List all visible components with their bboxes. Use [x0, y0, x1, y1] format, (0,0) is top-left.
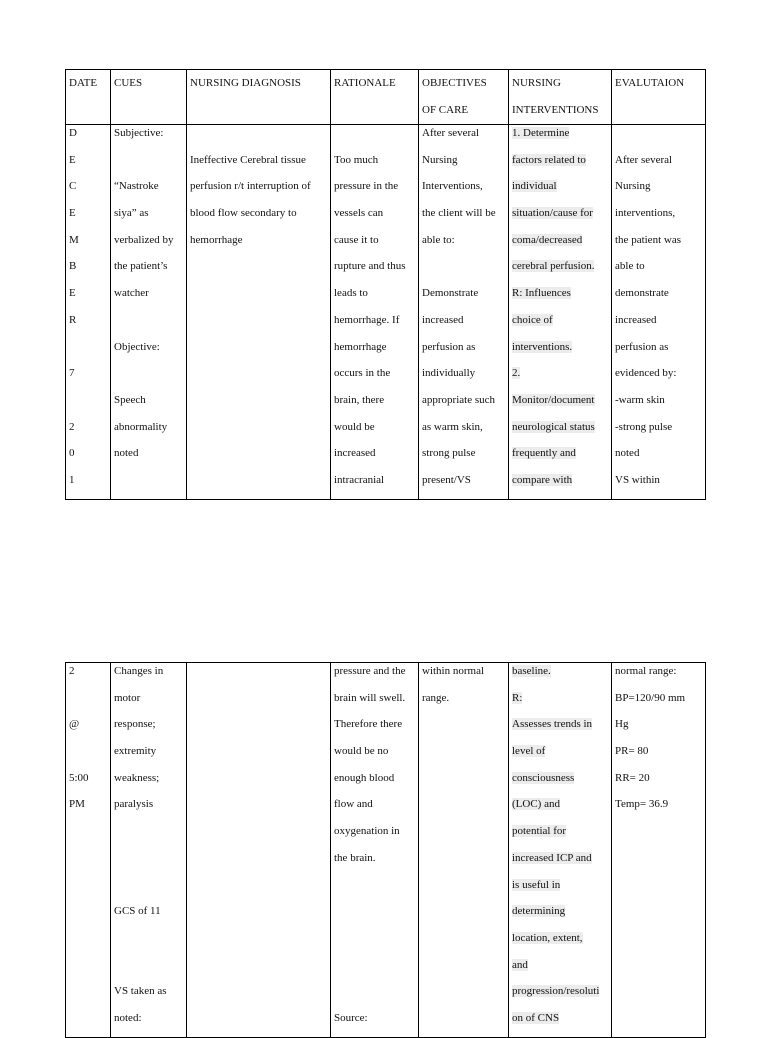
cell-line: @ — [69, 718, 80, 731]
cell-line: BP=120/90 mm — [615, 691, 686, 704]
cell-line — [422, 957, 505, 984]
cell-line: situation/cause for — [512, 207, 593, 220]
cell-line: R: — [512, 691, 523, 704]
cell-line — [422, 716, 505, 743]
cell-line: cerebral perfusion. — [512, 260, 595, 273]
cell-line: increased — [334, 447, 376, 460]
cell-line — [422, 877, 505, 904]
cell-line: hemorrhage. If — [334, 313, 400, 326]
cell-line: and — [512, 958, 528, 971]
cell-line: the brain. — [334, 851, 376, 864]
cell-line: location, extent, — [512, 931, 583, 944]
evaluation-cell — [612, 125, 706, 500]
cell-line: is useful in — [512, 878, 561, 891]
cell-line: consciousness — [512, 771, 575, 784]
rationale-cell — [331, 663, 419, 1038]
cell-line — [422, 903, 505, 930]
cell-line: 7 — [69, 367, 75, 380]
cell-line — [114, 877, 183, 904]
cell-line: compare with — [512, 473, 573, 486]
cell-line — [190, 716, 327, 743]
cell-line: rupture and thus — [334, 260, 406, 273]
cell-line: noted — [615, 447, 640, 460]
cell-line: determining — [512, 905, 566, 918]
cell-line: R — [69, 313, 77, 326]
cell-line: GCS of 11 — [114, 905, 161, 918]
cell-line: “Nastroke — [114, 180, 159, 193]
cell-line — [190, 472, 327, 499]
interventions-cell — [509, 663, 612, 1038]
cell-line: Demonstrate — [422, 287, 479, 300]
cell-line — [114, 152, 183, 179]
cell-line — [334, 983, 415, 1010]
cell-line: 1. Determine — [512, 127, 570, 139]
cues-cell — [111, 663, 187, 1038]
cell-line — [190, 930, 327, 957]
cell-line: watcher — [114, 287, 149, 300]
cell-line: occurs in the — [334, 367, 391, 380]
cell-line: Assesses trends in — [512, 718, 593, 731]
cell-line — [615, 1010, 702, 1037]
cell-line — [422, 930, 505, 957]
cell-line: abnormality — [114, 420, 168, 433]
cell-line: Source: — [334, 1011, 368, 1024]
cell-line: individual — [512, 180, 557, 193]
care-plan-table-page1 — [65, 69, 706, 500]
cell-line: E — [69, 207, 76, 220]
cell-line: VS taken as — [114, 985, 167, 998]
cell-line: perfusion r/t interruption of — [190, 180, 311, 193]
cell-line — [190, 877, 327, 904]
header-rationale: RATIONALE — [331, 70, 419, 125]
cell-line: evidenced by: — [615, 367, 677, 380]
cell-line: oxygenation in — [334, 825, 400, 838]
cell-line: E — [69, 287, 76, 300]
cell-line: 2 — [69, 420, 75, 433]
interventions-cell — [509, 125, 612, 500]
header-nursing-interventions: NURSING INTERVENTIONS — [509, 70, 612, 125]
cell-line: flow and — [334, 798, 373, 811]
cell-line — [334, 903, 415, 930]
cell-line: hemorrhage — [190, 233, 243, 246]
cell-line — [422, 743, 505, 770]
cell-line: appropriate such — [422, 393, 495, 406]
cell-line: would be no — [334, 745, 389, 758]
cell-line: strong pulse — [422, 447, 476, 460]
cell-line — [190, 339, 327, 366]
cell-line — [422, 1010, 505, 1037]
cell-line — [190, 125, 327, 152]
cell-line: weakness; — [114, 771, 160, 784]
cell-line — [69, 850, 107, 877]
cell-line: neurological status — [512, 420, 595, 433]
objectives-cell — [419, 663, 509, 1038]
cell-line: Speech — [114, 393, 146, 406]
cell-line: paralysis — [114, 798, 154, 811]
cell-line: -strong pulse — [615, 420, 673, 433]
cell-line: Therefore there — [334, 718, 403, 731]
cell-line — [190, 1010, 327, 1037]
cell-line: frequently and — [512, 447, 576, 460]
cell-line — [114, 472, 183, 499]
cell-line: B — [69, 260, 77, 273]
header-evaluation: EVALUTAION — [612, 70, 706, 125]
cell-line — [422, 850, 505, 877]
rationale-cell — [331, 125, 419, 500]
objectives-cell — [419, 125, 509, 500]
cell-line: Hg — [615, 718, 629, 731]
cell-line — [615, 903, 702, 930]
cell-line: Too much — [334, 153, 379, 166]
cell-line: C — [69, 180, 77, 193]
cell-line — [190, 796, 327, 823]
cell-line: VS within — [615, 473, 660, 486]
cell-line: perfusion as — [615, 340, 669, 353]
cell-line: After several — [422, 127, 480, 139]
cell-line: RR= 20 — [615, 771, 650, 784]
cell-line: vessels can — [334, 207, 384, 220]
cell-line — [190, 419, 327, 446]
cell-line: 0 — [69, 447, 75, 460]
cell-line: enough blood — [334, 771, 395, 784]
cell-line: brain, there — [334, 393, 385, 406]
cell-line: blood flow secondary to — [190, 207, 297, 220]
cell-line: hemorrhage — [334, 340, 387, 353]
cell-line — [334, 877, 415, 904]
header-date: DATE — [66, 70, 111, 125]
cell-line — [190, 850, 327, 877]
cell-line — [69, 1010, 107, 1037]
cell-line: Temp= 36.9 — [615, 798, 669, 811]
cell-line: PM — [69, 798, 85, 811]
date-cell — [66, 663, 111, 1038]
cell-line: the client will be — [422, 207, 496, 220]
cell-line — [114, 823, 183, 850]
cell-line — [69, 983, 107, 1010]
header-row — [66, 70, 706, 125]
header-objectives: OBJECTIVES OF CARE — [419, 70, 509, 125]
cell-line: cause it to — [334, 233, 379, 246]
cell-line — [615, 125, 702, 152]
cell-line: range. — [422, 691, 450, 704]
cell-line: (LOC) and — [512, 798, 560, 811]
cell-line — [422, 258, 505, 285]
cell-line — [69, 392, 107, 419]
care-plan-table-page2 — [65, 662, 706, 1038]
cell-line: potential for — [512, 825, 567, 838]
cell-line: present/VS — [422, 473, 471, 486]
cell-line: 2 — [69, 665, 75, 677]
table-row — [66, 125, 706, 500]
cell-line: as warm skin, — [422, 420, 483, 433]
cell-line: interventions. — [512, 340, 573, 353]
cell-line — [615, 877, 702, 904]
cell-line: increased — [615, 313, 657, 326]
cell-line: pressure in the — [334, 180, 399, 193]
cell-line — [69, 877, 107, 904]
cell-line — [615, 957, 702, 984]
cell-line — [615, 930, 702, 957]
cell-line — [422, 796, 505, 823]
cell-line: noted — [114, 447, 139, 460]
cell-line: Monitor/document — [512, 393, 595, 406]
cell-line: interventions, — [615, 207, 676, 220]
cell-line — [190, 663, 327, 690]
cell-line — [334, 930, 415, 957]
cell-line — [190, 743, 327, 770]
cell-line — [69, 930, 107, 957]
cell-line: -warm skin — [615, 393, 665, 406]
cell-line — [190, 957, 327, 984]
cell-line — [114, 850, 183, 877]
cell-line — [69, 690, 107, 717]
diagnosis-cell — [187, 125, 331, 500]
cell-line — [334, 125, 415, 152]
header-cues: CUES — [111, 70, 187, 125]
cell-line: increased ICP and — [512, 851, 592, 864]
cell-line: extremity — [114, 745, 157, 758]
cell-line: increased — [422, 313, 464, 326]
cell-line — [190, 690, 327, 717]
cell-line: Changes in — [114, 665, 164, 677]
diagnosis-cell — [187, 663, 331, 1038]
cell-line — [69, 743, 107, 770]
evaluation-cell — [612, 663, 706, 1038]
header-nursing-diagnosis: NURSING DIAGNOSIS — [187, 70, 331, 125]
cell-line: response; — [114, 718, 156, 731]
cell-line: Nursing — [422, 153, 458, 166]
cell-line — [69, 823, 107, 850]
date-cell — [66, 125, 111, 500]
cell-line: perfusion as — [422, 340, 476, 353]
cell-line — [190, 392, 327, 419]
cell-line: Subjective: — [114, 127, 164, 139]
cell-line: individually — [422, 367, 476, 380]
cell-line — [114, 957, 183, 984]
cell-line: Objective: — [114, 340, 160, 353]
cell-line — [190, 770, 327, 797]
cell-line: within normal — [422, 665, 485, 677]
cell-line: coma/decreased — [512, 233, 583, 246]
cell-line: 2. — [512, 367, 521, 380]
cell-line: 1 — [69, 473, 75, 486]
cell-line — [190, 903, 327, 930]
cell-line: demonstrate — [615, 287, 669, 300]
cell-line: normal range: — [615, 665, 677, 677]
cell-line — [422, 983, 505, 1010]
cell-line: able to — [615, 260, 645, 273]
cell-line: able to: — [422, 233, 455, 246]
cell-line — [190, 445, 327, 472]
cell-line: verbalized by — [114, 233, 174, 246]
cell-line: D — [69, 127, 77, 139]
cell-line: the patient was — [615, 233, 681, 246]
cell-line: the patient’s — [114, 260, 168, 273]
cell-line: Nursing — [615, 180, 651, 193]
cell-line: factors related to — [512, 153, 586, 166]
cell-line: would be — [334, 420, 375, 433]
cell-line: Ineffective Cerebral tissue — [190, 153, 306, 166]
cell-line: leads to — [334, 287, 368, 300]
table-row — [66, 663, 706, 1038]
cell-line: level of — [512, 745, 546, 758]
cell-line — [190, 983, 327, 1010]
cell-line — [190, 258, 327, 285]
cell-line — [615, 850, 702, 877]
cell-line: 5:00 — [69, 771, 89, 784]
cell-line: M — [69, 233, 79, 246]
cell-line — [114, 365, 183, 392]
cell-line — [69, 957, 107, 984]
cell-line: on of CNS — [512, 1011, 560, 1024]
cell-line: brain will swell. — [334, 691, 406, 704]
cell-line: choice of — [512, 313, 553, 326]
cell-line: After several — [615, 153, 673, 166]
cell-line: progression/resoluti — [512, 985, 600, 998]
cell-line — [422, 770, 505, 797]
cell-line — [114, 930, 183, 957]
cell-line: pressure and the — [334, 665, 406, 677]
cell-line — [114, 312, 183, 339]
cell-line — [615, 983, 702, 1010]
cell-line — [615, 823, 702, 850]
cell-line — [190, 823, 327, 850]
cell-line — [69, 339, 107, 366]
cell-line: intracranial — [334, 473, 385, 486]
cell-line — [190, 312, 327, 339]
cell-line: E — [69, 153, 76, 166]
cell-line: PR= 80 — [615, 745, 649, 758]
cell-line — [422, 823, 505, 850]
cell-line: baseline. — [512, 665, 551, 677]
cell-line — [334, 957, 415, 984]
cell-line — [69, 903, 107, 930]
cell-line: noted: — [114, 1011, 142, 1024]
cues-cell — [111, 125, 187, 500]
cell-line — [190, 365, 327, 392]
cell-line: siya” as — [114, 207, 149, 220]
cell-line: R: Influences — [512, 287, 571, 300]
cell-line: Interventions, — [422, 180, 483, 193]
cell-line: motor — [114, 691, 141, 704]
cell-line — [190, 285, 327, 312]
